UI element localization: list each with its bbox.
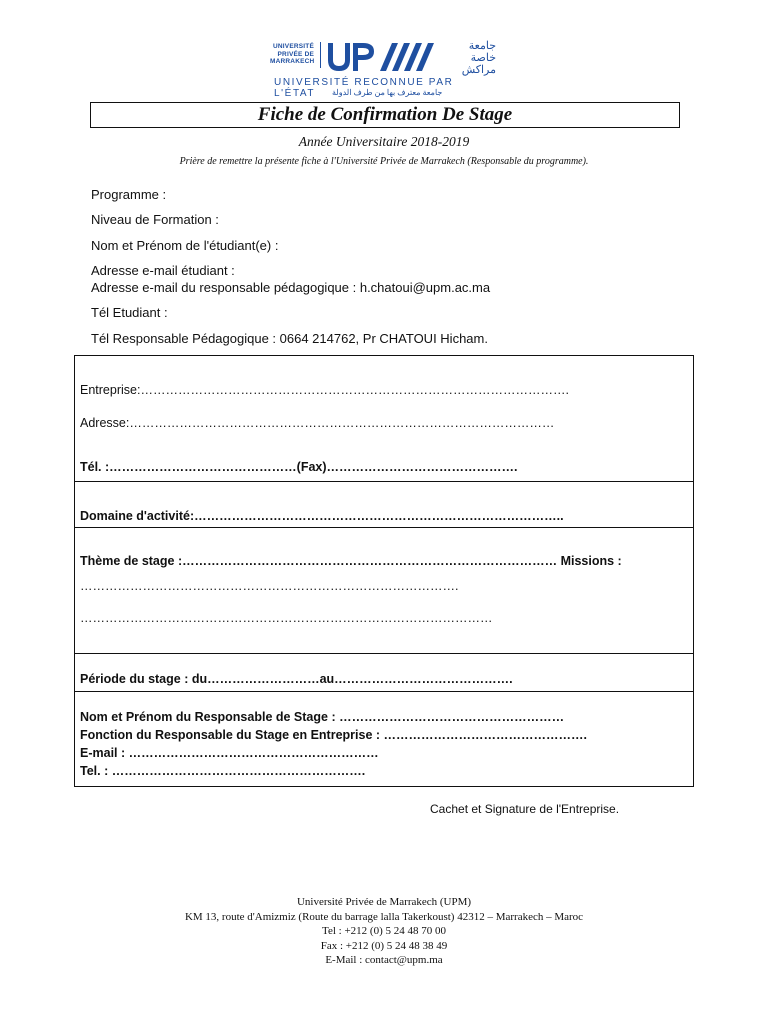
logo-name-line: UNIVERSITÉ	[272, 43, 314, 50]
resp-email-field[interactable]: E-mail : ……………………………………………………	[80, 746, 379, 760]
academic-year: Année Universitaire 2018-2019	[298, 134, 470, 149]
resp-function-field[interactable]: Fonction du Responsable du Stage en Entreprise : ………………………………………….	[80, 728, 587, 742]
student-name-field[interactable]: Nom et Prénom de l'étudiant(e) :	[91, 238, 279, 253]
logo-arabic-line: جامعة	[468, 40, 496, 52]
tel-fax-field[interactable]: Tél. :………………………………………(Fax)……………………………………….	[80, 460, 518, 474]
signature-label: Cachet et Signature de l'Entreprise.	[430, 802, 620, 816]
footer-fax: Fax : +212 (0) 5 24 48 38 49	[320, 939, 448, 952]
footer	[0, 895, 768, 968]
logo-name-line: MARRAKECH	[270, 58, 315, 65]
student-phone-field[interactable]: Tél Etudiant :	[91, 305, 168, 320]
adresse-field[interactable]: Adresse:…………………………………………………………………………………………	[80, 416, 555, 430]
resp-tel-field[interactable]: Tel. : …………………………………………………….	[80, 764, 366, 778]
missions-line[interactable]: ………………………………………………………………………………………	[80, 611, 493, 625]
table-divider	[75, 481, 693, 482]
periode-field[interactable]: Période du stage : du………………………au…………………………………….	[80, 672, 513, 686]
logo-name-block	[270, 43, 314, 66]
entreprise-field[interactable]: Entreprise:………………………………………………………………………………………….	[80, 383, 569, 397]
company-info-table	[74, 355, 694, 787]
programme-field[interactable]: Programme :	[91, 187, 167, 202]
niveau-field[interactable]: Niveau de Formation :	[91, 212, 219, 227]
student-email-field[interactable]: Adresse e-mail étudiant :	[91, 263, 235, 278]
logo-arabic-block	[446, 40, 496, 76]
logo-divider	[320, 42, 321, 68]
instruction-text: Prière de remettre la présente fiche à l'Université Privée de Marrakech (Responsable du programme).	[179, 156, 589, 167]
table-divider	[75, 691, 693, 692]
logo-arabic-line: مراكش	[461, 64, 496, 76]
logo-tagline: UNIVERSITÉ RECONNUE PAR L'ÉTAT	[274, 77, 454, 99]
domaine-field[interactable]: Domaine d'activité:……………………………………………………………………………..	[80, 509, 564, 523]
logo-name-line: PRIVÉE DE	[277, 50, 314, 58]
theme-field[interactable]: Thème de stage :……………………………………………………………………………… Missions :	[80, 554, 622, 568]
footer-phone: Tel : +212 (0) 5 24 48 70 00	[322, 925, 446, 937]
upm-logo	[270, 40, 498, 98]
footer-address: KM 13, route d'Amizmiz (Route du barrage lalla Takerkoust) 42312 – Marrakech – Maroc	[184, 910, 584, 923]
logo-arabic-line: خاصة	[470, 52, 496, 64]
advisor-email-field: Adresse e-mail du responsable pédagogique : h.chatoui@upm.ac.ma	[91, 280, 491, 295]
footer-email: E-Mail : contact@upm.ma	[325, 954, 443, 966]
upm-monogram-icon	[326, 40, 436, 74]
footer-line: Université Privée de Marrakech (UPM)	[296, 896, 472, 908]
resp-name-field[interactable]: Nom et Prénom du Responsable de Stage : ………………………………………………	[80, 710, 565, 724]
document-title: Fiche de Confirmation De Stage	[90, 102, 680, 128]
logo-arabic-tagline: جامعة معترف بها من طرف الدولة	[332, 88, 443, 97]
table-divider	[75, 527, 693, 528]
table-divider	[75, 653, 693, 654]
missions-line[interactable]: ……………………………………………………………………………….	[80, 579, 459, 593]
advisor-phone-field: Tél Responsable Pédagogique : 0664 214762, Pr CHATOUI Hicham.	[91, 331, 488, 346]
